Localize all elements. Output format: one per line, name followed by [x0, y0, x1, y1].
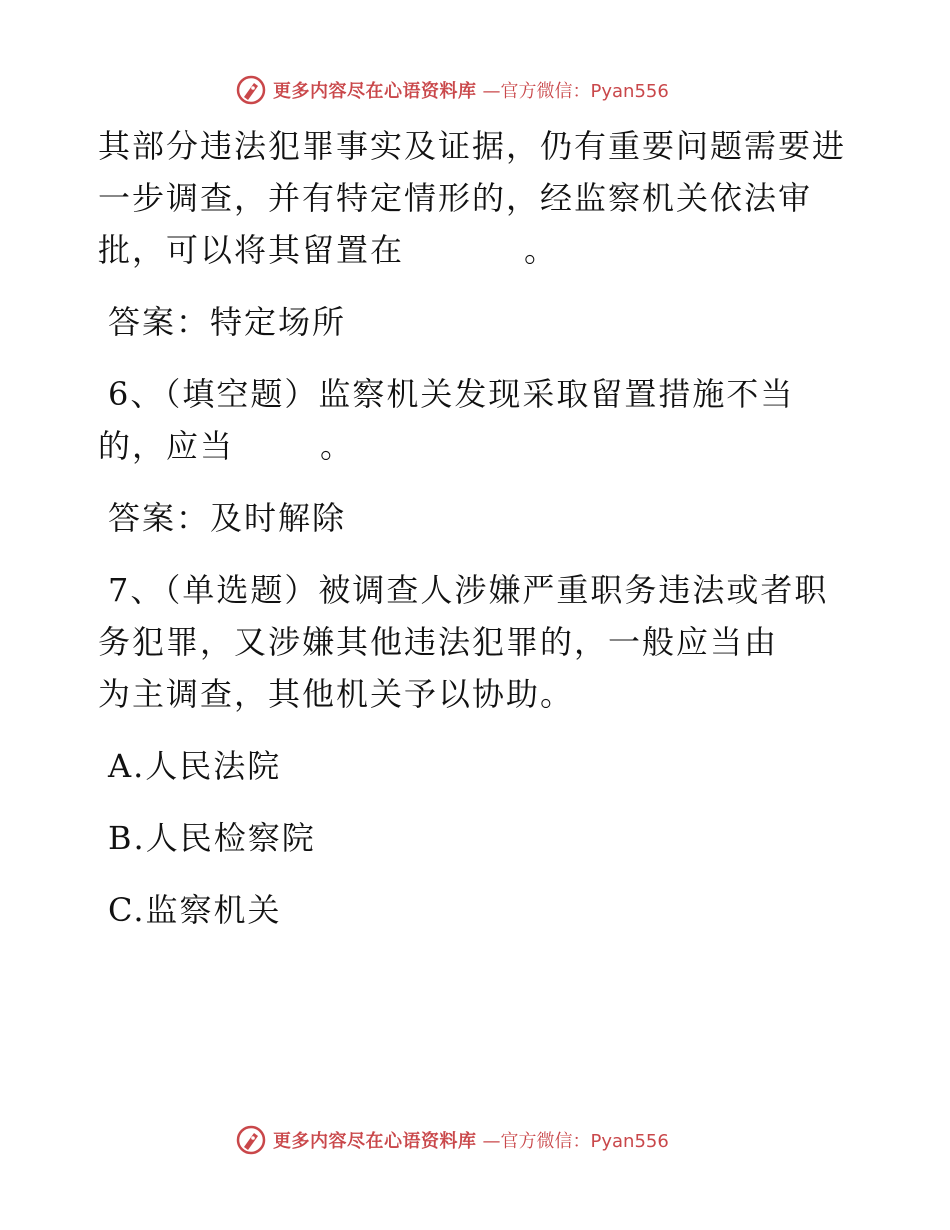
text-line: 其部分违法犯罪事实及证据，仍有重要问题需要进: [98, 127, 847, 165]
question-7-line-2: 务犯罪，又涉嫌其他违法犯罪的，一般应当由: [98, 623, 779, 661]
question-7-line-1: 7、（单选题）被调查人涉嫌严重职务违法或者职: [108, 571, 829, 609]
option-c: C.监察机关: [108, 891, 282, 929]
watermark-title: 更多内容尽在心语资料库: [273, 81, 477, 102]
watermark-contact: —官方微信：Pyan556: [482, 1131, 669, 1152]
watermark-contact: —官方微信：Pyan556: [482, 81, 669, 102]
watermark-footer: [235, 1123, 669, 1157]
text-line: [98, 224, 868, 276]
question-6-line-1: 6、（填空题）监察机关发现采取留置措施不当: [108, 375, 795, 413]
question-end: 。: [320, 427, 355, 465]
question-7-line-3: 为主调查，其他机关予以协助。: [98, 675, 575, 713]
question-text: 的，应当: [98, 427, 235, 465]
text-line: 一步调查，并有特定情形的，经监察机关依法审: [98, 179, 813, 217]
watermark-header: [235, 73, 669, 107]
option-b: B.人民检察院: [108, 819, 316, 857]
fountain-pen-logo-icon: [235, 74, 267, 106]
question-6-line-2: [98, 420, 868, 472]
answer-6: 答案：及时解除: [108, 499, 347, 537]
watermark-title: 更多内容尽在心语资料库: [273, 1131, 477, 1152]
fountain-pen-logo-icon: [235, 1124, 267, 1156]
answer-5: 答案：特定场所: [108, 303, 347, 341]
document-body: [98, 120, 868, 936]
question-text: 批，可以将其留置在: [98, 231, 405, 269]
option-a: A.人民法院: [108, 747, 282, 785]
question-end: 。: [524, 231, 559, 269]
